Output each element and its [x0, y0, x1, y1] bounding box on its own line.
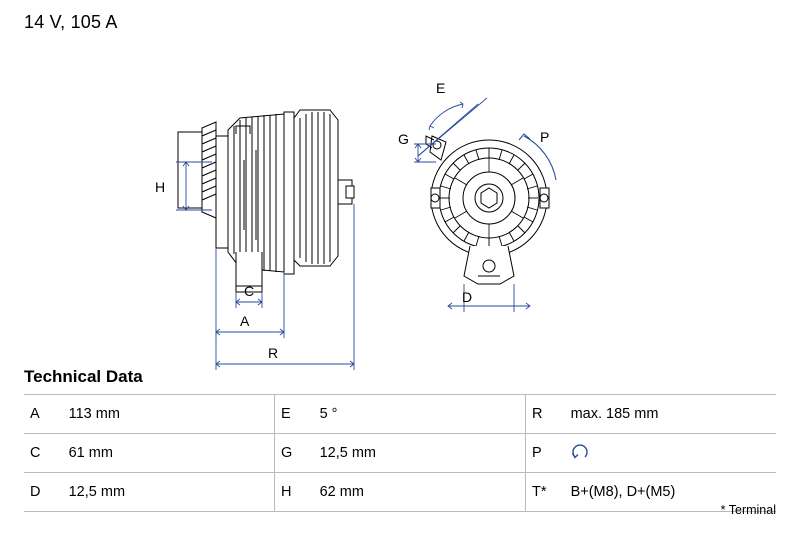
- dimension-label-P: P: [540, 129, 550, 145]
- dimension-label-C: C: [244, 283, 255, 299]
- cell-key-d: D: [24, 473, 63, 512]
- cell-key-c: C: [24, 434, 63, 473]
- cell-value-g: 12,5 mm: [314, 434, 526, 473]
- cell-value-a: 113 mm: [63, 395, 275, 434]
- dimension-label-D: D: [462, 289, 473, 305]
- terminal-footnote: * Terminal: [720, 503, 776, 517]
- cell-key-a: A: [24, 395, 63, 434]
- cell-key-g: G: [274, 434, 313, 473]
- rotation-arrow-icon: [571, 444, 593, 462]
- alternator-technical-drawing: [0, 40, 800, 361]
- dimension-label-G: G: [398, 131, 409, 147]
- cell-value-d: 12,5 mm: [63, 473, 275, 512]
- page-title: 14 V, 105 A: [24, 12, 118, 32]
- cell-value-h: 62 mm: [314, 473, 526, 512]
- table-row: [24, 434, 776, 473]
- cell-key-r: R: [525, 395, 564, 434]
- table-row: [24, 395, 776, 434]
- cell-key-h: H: [274, 473, 313, 512]
- cell-key-e: E: [274, 395, 313, 434]
- alternator-side-view: [178, 110, 354, 292]
- cell-value-c: 61 mm: [63, 434, 275, 473]
- dimension-D: [448, 284, 530, 312]
- dimension-label-R: R: [268, 345, 279, 361]
- cell-value-t: B+(M8), D+(M5): [565, 473, 776, 512]
- dimension-label-E: E: [436, 80, 446, 96]
- cell-key-t: T*: [525, 473, 564, 512]
- technical-data-heading: Technical Data: [24, 367, 143, 386]
- cell-key-p: P: [525, 434, 564, 473]
- dimension-label-A: A: [240, 313, 250, 329]
- drawing-svg: [0, 40, 800, 361]
- cell-value-r: max. 185 mm: [565, 395, 776, 434]
- cell-value-e: 5 °: [314, 395, 526, 434]
- table-row: [24, 473, 776, 512]
- alternator-end-view: [426, 136, 549, 284]
- technical-data-table: [24, 394, 776, 512]
- dimension-label-H: H: [155, 179, 166, 195]
- cell-value-p: [565, 434, 776, 473]
